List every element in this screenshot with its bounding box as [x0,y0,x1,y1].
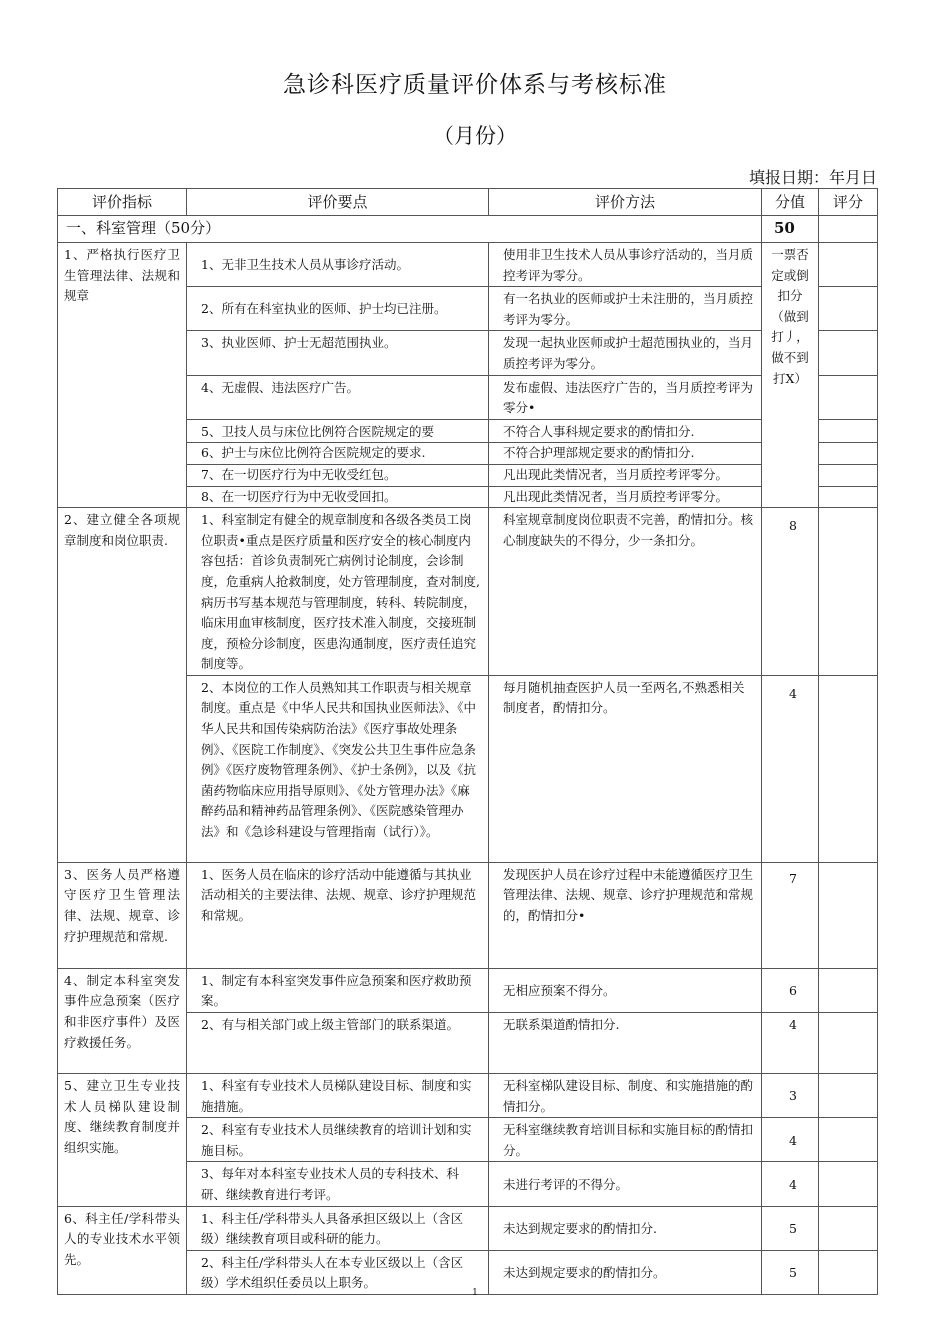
point-cell: 1、科室有专业技术人员梯队建设目标、制度和实施措施。 [187,1074,489,1118]
rating-cell [819,508,878,676]
rating-cell [819,243,878,287]
indicator-cell: 3、医务人员严格遵守医疗卫生管理法律、法规、规章、诊疗护理规范和常规. [58,862,187,968]
rating-cell [819,464,878,486]
rating-cell [819,862,878,968]
section-row [58,216,878,243]
score-cell: 5 [762,1206,819,1250]
point-cell: 1、制定有本科室突发事件应急预案和医疗救助预案。 [187,968,489,1012]
rating-cell [819,375,878,419]
rating-cell [819,1074,878,1118]
point-cell: 5、卫技人员与床位比例符合医院规定的要 [187,419,489,443]
rating-cell [819,1013,878,1074]
point-cell: 1、无非卫生技术人员从事诊疗活动。 [187,243,489,287]
score-cell: 3 [762,1074,819,1118]
page-number: 1 [472,1288,478,1298]
header-rating: 评分 [819,189,878,216]
point-cell: 1、科主任/学科带头人具备承担区级以上（含区级）继续教育项目或科研的能力。 [187,1206,489,1250]
indicator-cell: 4、制定本科室突发事件应急预案（医疗和非医疗事件）及医疗救援任务。 [58,968,187,1073]
method-cell: 每月随机抽查医护人员一至两名,不熟悉相关制度者，酌情扣分。 [489,675,762,862]
document-title: 急诊科医疗质量评价体系与考核标准 [283,72,667,98]
table-row [58,862,878,968]
method-cell: 未进行考评的不得分。 [489,1162,762,1206]
point-cell: 2、本岗位的工作人员熟知其工作职责与相关规章制度。重点是《中华人民共和国执业医师法》、《中华人民共和国传染病防治法》《医疗事故处理条例》、《医院工作制度》、《突发公共卫生事件应急条例》《医疗废物管理条例》、《护士条例》，以及《抗菌药物临床应用指导原则》、《处方管理办法》《麻醉药品和精神药品管理条例》、《医院感染管理办法》和《急诊科建设与管理指南（试行）》。 [187,675,489,862]
rating-cell [819,331,878,375]
score-cell: 4 [762,675,819,862]
table-row [58,1074,878,1118]
fill-date: 填报日期：年月日 [748,168,877,187]
indicator-cell: 6、科主任/学科带头人的专业技术水平领先。 [58,1206,187,1294]
table-row [58,1206,878,1250]
point-cell: 2、科主任/学科带头人在本专业区级以上（含区级）学术组织任委员以上职务。 [187,1250,489,1294]
point-cell: 8、在一切医疗行为中无收受回扣。 [187,486,489,508]
rating-cell [819,216,878,243]
point-cell: 6、护士与床位比例符合医院规定的要求. [187,443,489,465]
table-row [58,968,878,1012]
method-cell: 凡出现此类情况者，当月质控考评零分。 [489,464,762,486]
header-row [58,189,878,216]
method-cell: 发现医护人员在诊疗过程中未能遵循医疗卫生管理法律、法规、规章、诊疗护理规范和常规的，酌情扣分• [489,862,762,968]
header-method: 评价方法 [489,189,762,216]
score-cell: 4 [762,1118,819,1162]
method-cell: 有一名执业的医师或护士未注册的，当月质控考评为零分。 [489,287,762,331]
header-score: 分值 [762,189,819,216]
score-cell: 7 [762,862,819,968]
section-score: 50 [762,216,819,243]
method-cell: 不符合人事科规定要求的酌情扣分. [489,419,762,443]
method-cell: 未达到规定要求的酌情扣分. [489,1206,762,1250]
rating-cell [819,486,878,508]
rating-cell [819,287,878,331]
score-cell: 4 [762,1013,819,1074]
rating-cell [819,1206,878,1250]
method-cell: 凡出现此类情况者，当月质控考评零分。 [489,486,762,508]
table-row [58,243,878,287]
point-cell: 2、科室有专业技术人员继续教育的培训计划和实施目标。 [187,1118,489,1162]
score-cell: 6 [762,968,819,1012]
score-cell: 5 [762,1250,819,1294]
method-cell: 无联系渠道酌情扣分. [489,1013,762,1074]
point-cell: 3、执业医师、护士无超范围执业。 [187,331,489,375]
rating-cell [819,419,878,443]
evaluation-table [57,188,878,1295]
rating-cell [819,1118,878,1162]
document-subtitle: （月份） [433,124,517,148]
table-row [58,508,878,676]
method-cell: 不符合护理部规定要求的酌情扣分. [489,443,762,465]
point-cell: 7、在一切医疗行为中无收受红包。 [187,464,489,486]
method-cell: 发现一起执业医师或护士超范围执业的，当月质控考评为零分。 [489,331,762,375]
header-indicator: 评价指标 [58,189,187,216]
point-cell: 4、无虚假、违法医疗广告。 [187,375,489,419]
method-cell: 发布虚假、违法医疗广告的，当月质控考评为零分• [489,375,762,419]
header-points: 评价要点 [187,189,489,216]
indicator-cell: 5、建立卫生专业技术人员梯队建设制度、继续教育制度并组织实施。 [58,1074,187,1207]
point-cell: 1、医务人员在临床的诊疗活动中能遵循与其执业活动相关的主要法律、法规、规章、诊疗护理规范和常规。 [187,862,489,968]
method-cell: 科室规章制度岗位职责不完善，酌情扣分。核心制度缺失的不得分，少一条扣分。 [489,508,762,676]
point-cell: 2、有与相关部门或上级主管部门的联系渠道。 [187,1013,489,1074]
rating-cell [819,443,878,465]
point-cell: 1、科室制定有健全的规章制度和各级各类员工岗位职责•重点是医疗质量和医疗安全的核心制度内容包括：首诊负责制死亡病例讨论制度，会诊制度，危重病人抢救制度，处方管理制度，查对制度,病历书写基本规范与管理制度，转科、转院制度，临床用血审核制度，医疗技术准入制度，交接班制度，预检分诊制度，医患沟通制度，医疗责任追究制度等。 [187,508,489,676]
method-cell: 无科室继续教育培训目标和实施目标的酌情扣分。 [489,1118,762,1162]
point-cell: 3、每年对本科室专业技术人员的专科技术、科研、继续教育进行考评。 [187,1162,489,1206]
rating-cell [819,1162,878,1206]
method-cell: 无相应预案不得分。 [489,968,762,1012]
method-cell: 无科室梯队建设目标、制度、和实施措施的酌情扣分。 [489,1074,762,1118]
rating-cell [819,968,878,1012]
score-cell: 8 [762,508,819,676]
indicator-cell: 1、严格执行医疗卫生管理法律、法规和规章 [58,243,187,508]
indicator-cell: 2、建立健全各项规章制度和岗位职责. [58,508,187,863]
score-cell: 一票否定或倒扣分（做到打丿，做不到打X） [762,243,819,508]
rating-cell [819,675,878,862]
method-cell: 使用非卫生技术人员从事诊疗活动的，当月质控考评为零分。 [489,243,762,287]
point-cell: 2、所有在科室执业的医师、护士均已注册。 [187,287,489,331]
section-label: 一、科室管理（50分） [58,216,762,243]
score-cell: 4 [762,1162,819,1206]
method-cell: 未达到规定要求的酌情扣分。 [489,1250,762,1294]
